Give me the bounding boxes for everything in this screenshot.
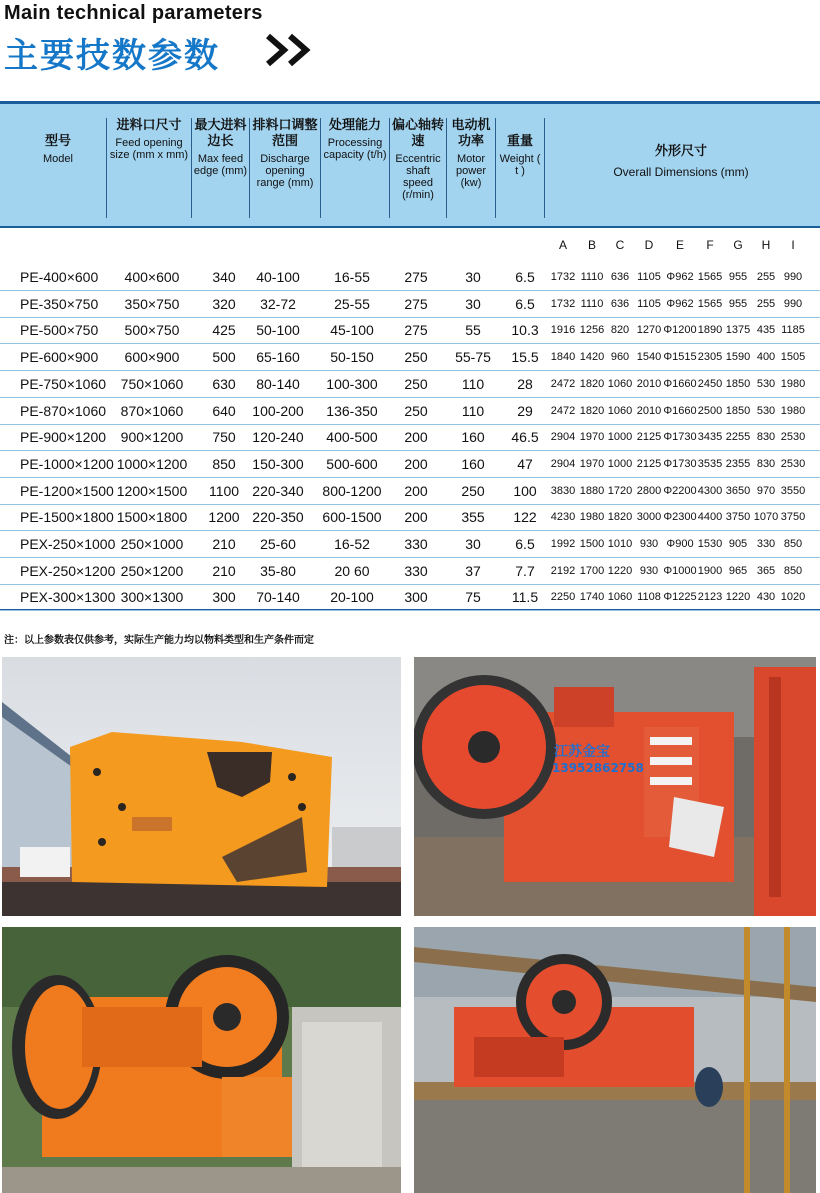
cell-feed: 600×900 xyxy=(124,349,180,366)
dim-letter: H xyxy=(761,238,771,252)
cell-weight: 11.5 xyxy=(511,589,539,606)
cell-dimension: 1108 xyxy=(637,591,661,604)
dim-letter: C xyxy=(615,238,625,252)
cell-weight: 6.5 xyxy=(515,536,535,552)
cell-dimension: 1060 xyxy=(607,377,633,390)
cell-weight: 100 xyxy=(513,482,537,499)
cell-feed: 1000×1200 xyxy=(116,455,188,472)
cell-dimension: 1060 xyxy=(607,404,633,417)
cell-max-edge: 500 xyxy=(212,349,236,366)
cell-power: 30 xyxy=(465,536,481,552)
cell-dimension: 1110 xyxy=(580,297,604,310)
cell-dimension: 1700 xyxy=(579,564,605,577)
cell-dimension: 1850 xyxy=(725,404,751,417)
table-row xyxy=(0,317,820,344)
cell-discharge: 220-350 xyxy=(252,509,304,526)
cell-dimension: 4230 xyxy=(550,511,576,524)
cell-discharge: 50-100 xyxy=(256,322,300,339)
header-shaft-speed: 偏心轴转速 Eccentric shaft speed (r/min) xyxy=(391,118,444,201)
cell-dimension: 2305 xyxy=(697,351,723,364)
cell-weight: 6.5 xyxy=(515,295,535,312)
cell-dimension: 1970 xyxy=(579,431,605,444)
cell-model: PE-750×1060 xyxy=(20,375,107,392)
cell-capacity: 50-150 xyxy=(330,349,374,366)
cell-dimension: 1916 xyxy=(550,324,576,337)
cell-max-edge: 630 xyxy=(212,375,236,392)
cell-dimension: 1060 xyxy=(607,591,633,604)
cell-dimension: Φ1200 xyxy=(663,324,697,337)
cell-dimension: 3000 xyxy=(636,511,662,524)
cell-dimension: Φ2300 xyxy=(663,511,697,524)
cell-model: PE-870×1060 xyxy=(20,402,107,419)
cell-dimension: 2255 xyxy=(725,431,751,444)
cell-dimension: 1070 xyxy=(753,511,779,524)
cell-dimension: Φ900 xyxy=(666,538,694,550)
cell-weight: 29 xyxy=(517,402,533,419)
cell-dimension: 2904 xyxy=(550,431,576,444)
cell-dimension: 1732 xyxy=(550,271,576,283)
cell-dimension: 1270 xyxy=(636,324,662,337)
cell-feed: 250×1200 xyxy=(120,562,184,579)
cell-capacity: 600-1500 xyxy=(322,509,382,526)
cell-max-edge: 210 xyxy=(212,536,236,552)
cell-speed: 275 xyxy=(404,322,428,339)
cell-power: 250 xyxy=(461,482,485,499)
cell-capacity: 16-52 xyxy=(334,536,370,552)
cell-dimension: 1375 xyxy=(725,324,751,337)
cell-speed: 330 xyxy=(404,562,428,579)
dim-letter: G xyxy=(733,238,743,252)
cell-capacity: 45-100 xyxy=(330,322,374,339)
cell-dimension: Φ1515 xyxy=(663,351,697,364)
cell-dimension: 1505 xyxy=(780,351,806,364)
table-row xyxy=(0,264,820,291)
cell-dimension: 830 xyxy=(756,457,776,470)
cell-dimension: 2125 xyxy=(636,457,662,470)
cell-max-edge: 750 xyxy=(212,429,236,446)
cell-speed: 200 xyxy=(404,509,428,526)
cell-dimension: 955 xyxy=(728,271,748,283)
cell-model: PE-1200×1500 xyxy=(20,482,114,499)
cell-feed: 1200×1500 xyxy=(116,482,188,499)
cell-discharge: 32-72 xyxy=(260,295,296,312)
cell-dimension: 2530 xyxy=(780,457,806,470)
cell-dimension: 2472 xyxy=(550,404,576,417)
cell-speed: 250 xyxy=(404,402,428,419)
dim-letter: A xyxy=(558,238,568,252)
cell-weight: 6.5 xyxy=(515,269,535,285)
cell-dimension: 930 xyxy=(639,564,659,577)
cell-max-edge: 1200 xyxy=(208,509,240,526)
cell-dimension: 905 xyxy=(728,538,748,550)
cell-feed: 1500×1800 xyxy=(116,509,188,526)
table-row xyxy=(0,424,820,451)
cell-max-edge: 1100 xyxy=(208,482,240,499)
cell-dimension: 1980 xyxy=(780,377,806,390)
cell-weight: 122 xyxy=(513,509,537,526)
cell-power: 160 xyxy=(461,455,485,472)
table-row xyxy=(0,478,820,505)
cell-feed: 900×1200 xyxy=(120,429,184,446)
cell-weight: 28 xyxy=(517,375,533,392)
cell-dimension: 4300 xyxy=(697,484,723,497)
cell-feed: 870×1060 xyxy=(120,402,184,419)
cell-dimension: 1185 xyxy=(781,324,805,337)
cell-model: PE-1500×1800 xyxy=(20,509,114,526)
cell-dimension: 2010 xyxy=(636,404,662,417)
cell-dimension: 820 xyxy=(610,324,630,337)
cell-feed: 350×750 xyxy=(124,295,180,312)
cell-model: PE-600×900 xyxy=(20,349,99,366)
header-model: 型号 Model xyxy=(43,134,73,165)
table-row xyxy=(0,398,820,425)
dim-letter: F xyxy=(706,238,714,252)
cell-dimension: 1220 xyxy=(607,564,633,577)
cell-dimension: 3550 xyxy=(780,484,806,497)
cell-model: PE-500×750 xyxy=(20,322,99,339)
cell-capacity: 400-500 xyxy=(326,429,378,446)
cell-dimension: 1820 xyxy=(579,404,605,417)
cell-max-edge: 320 xyxy=(212,295,236,312)
cell-power: 110 xyxy=(461,375,485,392)
cell-max-edge: 425 xyxy=(212,322,236,339)
cell-dimension: 2125 xyxy=(636,431,662,444)
table-row xyxy=(0,344,820,371)
dim-letter: E xyxy=(675,238,685,252)
cell-dimension: 2123 xyxy=(697,591,723,604)
cell-feed: 400×600 xyxy=(124,269,180,285)
cell-dimension: 400 xyxy=(756,351,776,364)
cell-dimension: 4400 xyxy=(697,511,723,524)
cell-dimension: 1540 xyxy=(636,351,662,364)
cell-dimension: 2904 xyxy=(550,457,576,470)
cell-dimension: 1880 xyxy=(579,484,605,497)
cell-dimension: 1720 xyxy=(607,484,633,497)
cell-dimension: 255 xyxy=(756,271,776,283)
cell-speed: 250 xyxy=(404,375,428,392)
cell-power: 75 xyxy=(465,589,481,606)
cell-dimension: 1900 xyxy=(697,564,723,577)
cell-discharge: 150-300 xyxy=(252,455,304,472)
dimension-letters xyxy=(0,238,820,254)
cell-discharge: 120-240 xyxy=(252,429,304,446)
header-overall-dimensions: 外形尺寸 Overall Dimensions (mm) xyxy=(613,144,749,179)
cell-dimension: 1980 xyxy=(780,404,806,417)
cell-power: 37 xyxy=(465,562,481,579)
cell-speed: 250 xyxy=(404,349,428,366)
cell-dimension: Φ1730 xyxy=(663,457,697,470)
cell-discharge: 100-200 xyxy=(252,402,304,419)
cell-power: 110 xyxy=(461,402,485,419)
cell-dimension: 1992 xyxy=(550,538,576,550)
badge-company: 江苏金宝 xyxy=(554,744,610,760)
cell-feed: 300×1300 xyxy=(120,589,184,606)
cell-dimension: 1565 xyxy=(697,297,723,310)
cell-dimension: Φ1660 xyxy=(663,377,697,390)
cell-dimension: 2355 xyxy=(725,457,751,470)
cell-dimension: Φ2200 xyxy=(663,484,697,497)
badge-phone: 13952862758 xyxy=(552,761,644,775)
cell-dimension: 1110 xyxy=(580,271,604,283)
header-max-feed-edge: 最大进料边长 Max feed edge (mm) xyxy=(193,118,248,177)
cell-discharge: 65-160 xyxy=(256,349,300,366)
cell-dimension: 850 xyxy=(783,564,803,577)
cell-speed: 200 xyxy=(404,482,428,499)
cell-model: PE-1000×1200 xyxy=(20,455,114,472)
cell-max-edge: 210 xyxy=(212,562,236,579)
cell-discharge: 35-80 xyxy=(260,562,296,579)
cell-weight: 46.5 xyxy=(511,429,539,446)
cell-max-edge: 300 xyxy=(212,589,236,606)
page-title-cn: 主要技数参数 xyxy=(4,36,220,76)
dim-letter: B xyxy=(587,238,597,252)
cell-dimension: 1840 xyxy=(550,351,576,364)
cell-power: 30 xyxy=(465,269,481,285)
cell-dimension: 1590 xyxy=(725,351,751,364)
cell-dimension: 3750 xyxy=(725,511,751,524)
cell-dimension: 530 xyxy=(756,377,776,390)
cell-dimension: 2250 xyxy=(550,591,576,604)
cell-dimension: 1256 xyxy=(579,324,605,337)
cell-model: PE-350×750 xyxy=(20,295,99,312)
cell-capacity: 20-100 xyxy=(330,589,374,606)
cell-dimension: 1105 xyxy=(637,297,661,310)
cell-discharge: 40-100 xyxy=(256,269,300,285)
cell-speed: 275 xyxy=(404,295,428,312)
cell-dimension: 1565 xyxy=(697,271,723,283)
cell-dimension: 1890 xyxy=(697,324,723,337)
page-title-en: Main technical parameters xyxy=(4,2,263,24)
cell-feed: 500×750 xyxy=(124,322,180,339)
photo-red-jaw-crusher xyxy=(414,657,816,916)
cell-dimension: 3435 xyxy=(697,431,723,444)
cell-dimension: 1530 xyxy=(697,538,723,550)
header-discharge-range: 排料口调整范围 Discharge opening range (mm) xyxy=(252,118,318,189)
cell-dimension: 990 xyxy=(783,297,803,310)
cell-dimension: 365 xyxy=(756,564,776,577)
cell-speed: 200 xyxy=(404,455,428,472)
cell-dimension: 830 xyxy=(756,431,776,444)
cell-capacity: 100-300 xyxy=(326,375,378,392)
cell-dimension: 2010 xyxy=(636,377,662,390)
table-row xyxy=(0,291,820,318)
cell-dimension: 1000 xyxy=(607,457,633,470)
cell-dimension: 1980 xyxy=(579,511,605,524)
cell-model: PE-900×1200 xyxy=(20,429,107,446)
dim-letter: D xyxy=(644,238,654,252)
cell-feed: 250×1000 xyxy=(120,536,184,552)
cell-dimension: 430 xyxy=(756,591,776,604)
header-weight: 重量 Weight ( t ) xyxy=(499,134,541,177)
table-row xyxy=(0,371,820,398)
cell-speed: 300 xyxy=(404,589,428,606)
cell-dimension: 1000 xyxy=(607,431,633,444)
cell-power: 55 xyxy=(465,322,481,339)
cell-dimension: 1820 xyxy=(579,377,605,390)
cell-power: 30 xyxy=(465,295,481,312)
cell-power: 160 xyxy=(461,429,485,446)
cell-dimension: 955 xyxy=(728,297,748,310)
table-header xyxy=(0,104,820,228)
cell-dimension: 3830 xyxy=(550,484,576,497)
header-motor-power: 电动机功率 Motor power (kw) xyxy=(451,118,491,189)
header-feed-opening: 进料口尺寸 Feed opening size (mm x mm) xyxy=(109,118,189,161)
cell-capacity: 136-350 xyxy=(326,402,378,419)
double-chevron-icon xyxy=(262,32,318,68)
cell-max-edge: 640 xyxy=(212,402,236,419)
cell-dimension: 330 xyxy=(756,538,776,550)
header-capacity: 处理能力 Processing capacity (t/h) xyxy=(323,118,387,161)
cell-dimension: 990 xyxy=(783,271,803,283)
cell-dimension: 1970 xyxy=(579,457,605,470)
cell-dimension: 3535 xyxy=(697,457,723,470)
cell-dimension: 2800 xyxy=(636,484,662,497)
cell-weight: 47 xyxy=(517,455,533,472)
cell-dimension: 2530 xyxy=(780,431,806,444)
cell-capacity: 25-55 xyxy=(334,295,370,312)
cell-dimension: 3650 xyxy=(725,484,751,497)
cell-speed: 275 xyxy=(404,269,428,285)
cell-dimension: 850 xyxy=(783,538,803,550)
cell-dimension: 1850 xyxy=(725,377,751,390)
cell-dimension: 1820 xyxy=(607,511,633,524)
cell-dimension: 960 xyxy=(610,351,630,364)
photo-installed-crusher xyxy=(414,927,816,1193)
photo-crusher-frame xyxy=(2,657,401,916)
cell-power: 55-75 xyxy=(455,349,491,366)
cell-model: PEX-250×1200 xyxy=(20,562,116,579)
cell-dimension: 2450 xyxy=(697,377,723,390)
cell-model: PEX-250×1000 xyxy=(20,536,116,552)
cell-dimension: 1105 xyxy=(637,271,661,283)
cell-dimension: 1220 xyxy=(725,591,751,604)
cell-dimension: 965 xyxy=(728,564,748,577)
cell-dimension: Φ962 xyxy=(666,271,694,283)
cell-model: PE-400×600 xyxy=(20,269,99,285)
cell-weight: 15.5 xyxy=(511,349,539,366)
cell-dimension: 1500 xyxy=(579,538,605,550)
cell-feed: 750×1060 xyxy=(120,375,184,392)
cell-speed: 200 xyxy=(404,429,428,446)
table-row xyxy=(0,531,820,558)
cell-dimension: 636 xyxy=(610,297,630,310)
cell-dimension: 2472 xyxy=(550,377,576,390)
footnote: 注：以上参数表仅供参考，实际生产能力均以物料类型和生产条件而定 xyxy=(4,635,314,646)
cell-dimension: 2500 xyxy=(697,404,723,417)
cell-dimension: 435 xyxy=(756,324,776,337)
cell-dimension: 1420 xyxy=(579,351,605,364)
cell-capacity: 500-600 xyxy=(326,455,378,472)
cell-dimension: 3750 xyxy=(780,511,806,524)
cell-discharge: 220-340 xyxy=(252,482,304,499)
cell-speed: 330 xyxy=(404,536,428,552)
table-body xyxy=(0,228,820,611)
cell-capacity: 800-1200 xyxy=(322,482,382,499)
cell-dimension: 255 xyxy=(756,297,776,310)
cell-dimension: 1732 xyxy=(550,297,576,310)
cell-dimension: Φ1730 xyxy=(663,431,697,444)
table-row xyxy=(0,451,820,478)
photo-orange-jaw-crusher xyxy=(2,927,401,1193)
cell-dimension: Φ1225 xyxy=(663,591,697,604)
cell-dimension: Φ962 xyxy=(666,297,694,310)
cell-power: 355 xyxy=(461,509,485,526)
cell-weight: 7.7 xyxy=(515,562,535,579)
cell-dimension: Φ1000 xyxy=(663,564,697,577)
cell-dimension: 1010 xyxy=(607,538,633,550)
cell-capacity: 20 60 xyxy=(334,562,370,579)
dim-letter: I xyxy=(791,238,795,252)
cell-max-edge: 850 xyxy=(212,455,236,472)
cell-dimension: 2192 xyxy=(550,564,576,577)
table-row xyxy=(0,558,820,585)
cell-dimension: Φ1660 xyxy=(663,404,697,417)
cell-dimension: 636 xyxy=(610,271,630,283)
table-row xyxy=(0,504,820,531)
cell-dimension: 530 xyxy=(756,404,776,417)
cell-model: PEX-300×1300 xyxy=(20,589,116,606)
cell-dimension: 970 xyxy=(756,484,776,497)
cell-discharge: 80-140 xyxy=(256,375,300,392)
cell-dimension: 930 xyxy=(639,538,659,550)
cell-discharge: 70-140 xyxy=(256,589,300,606)
table-row xyxy=(0,584,820,611)
cell-dimension: 1740 xyxy=(579,591,605,604)
cell-capacity: 16-55 xyxy=(334,269,370,285)
cell-dimension: 1020 xyxy=(780,591,806,604)
cell-discharge: 25-60 xyxy=(260,536,296,552)
cell-weight: 10.3 xyxy=(511,322,539,339)
cell-max-edge: 340 xyxy=(212,269,236,285)
